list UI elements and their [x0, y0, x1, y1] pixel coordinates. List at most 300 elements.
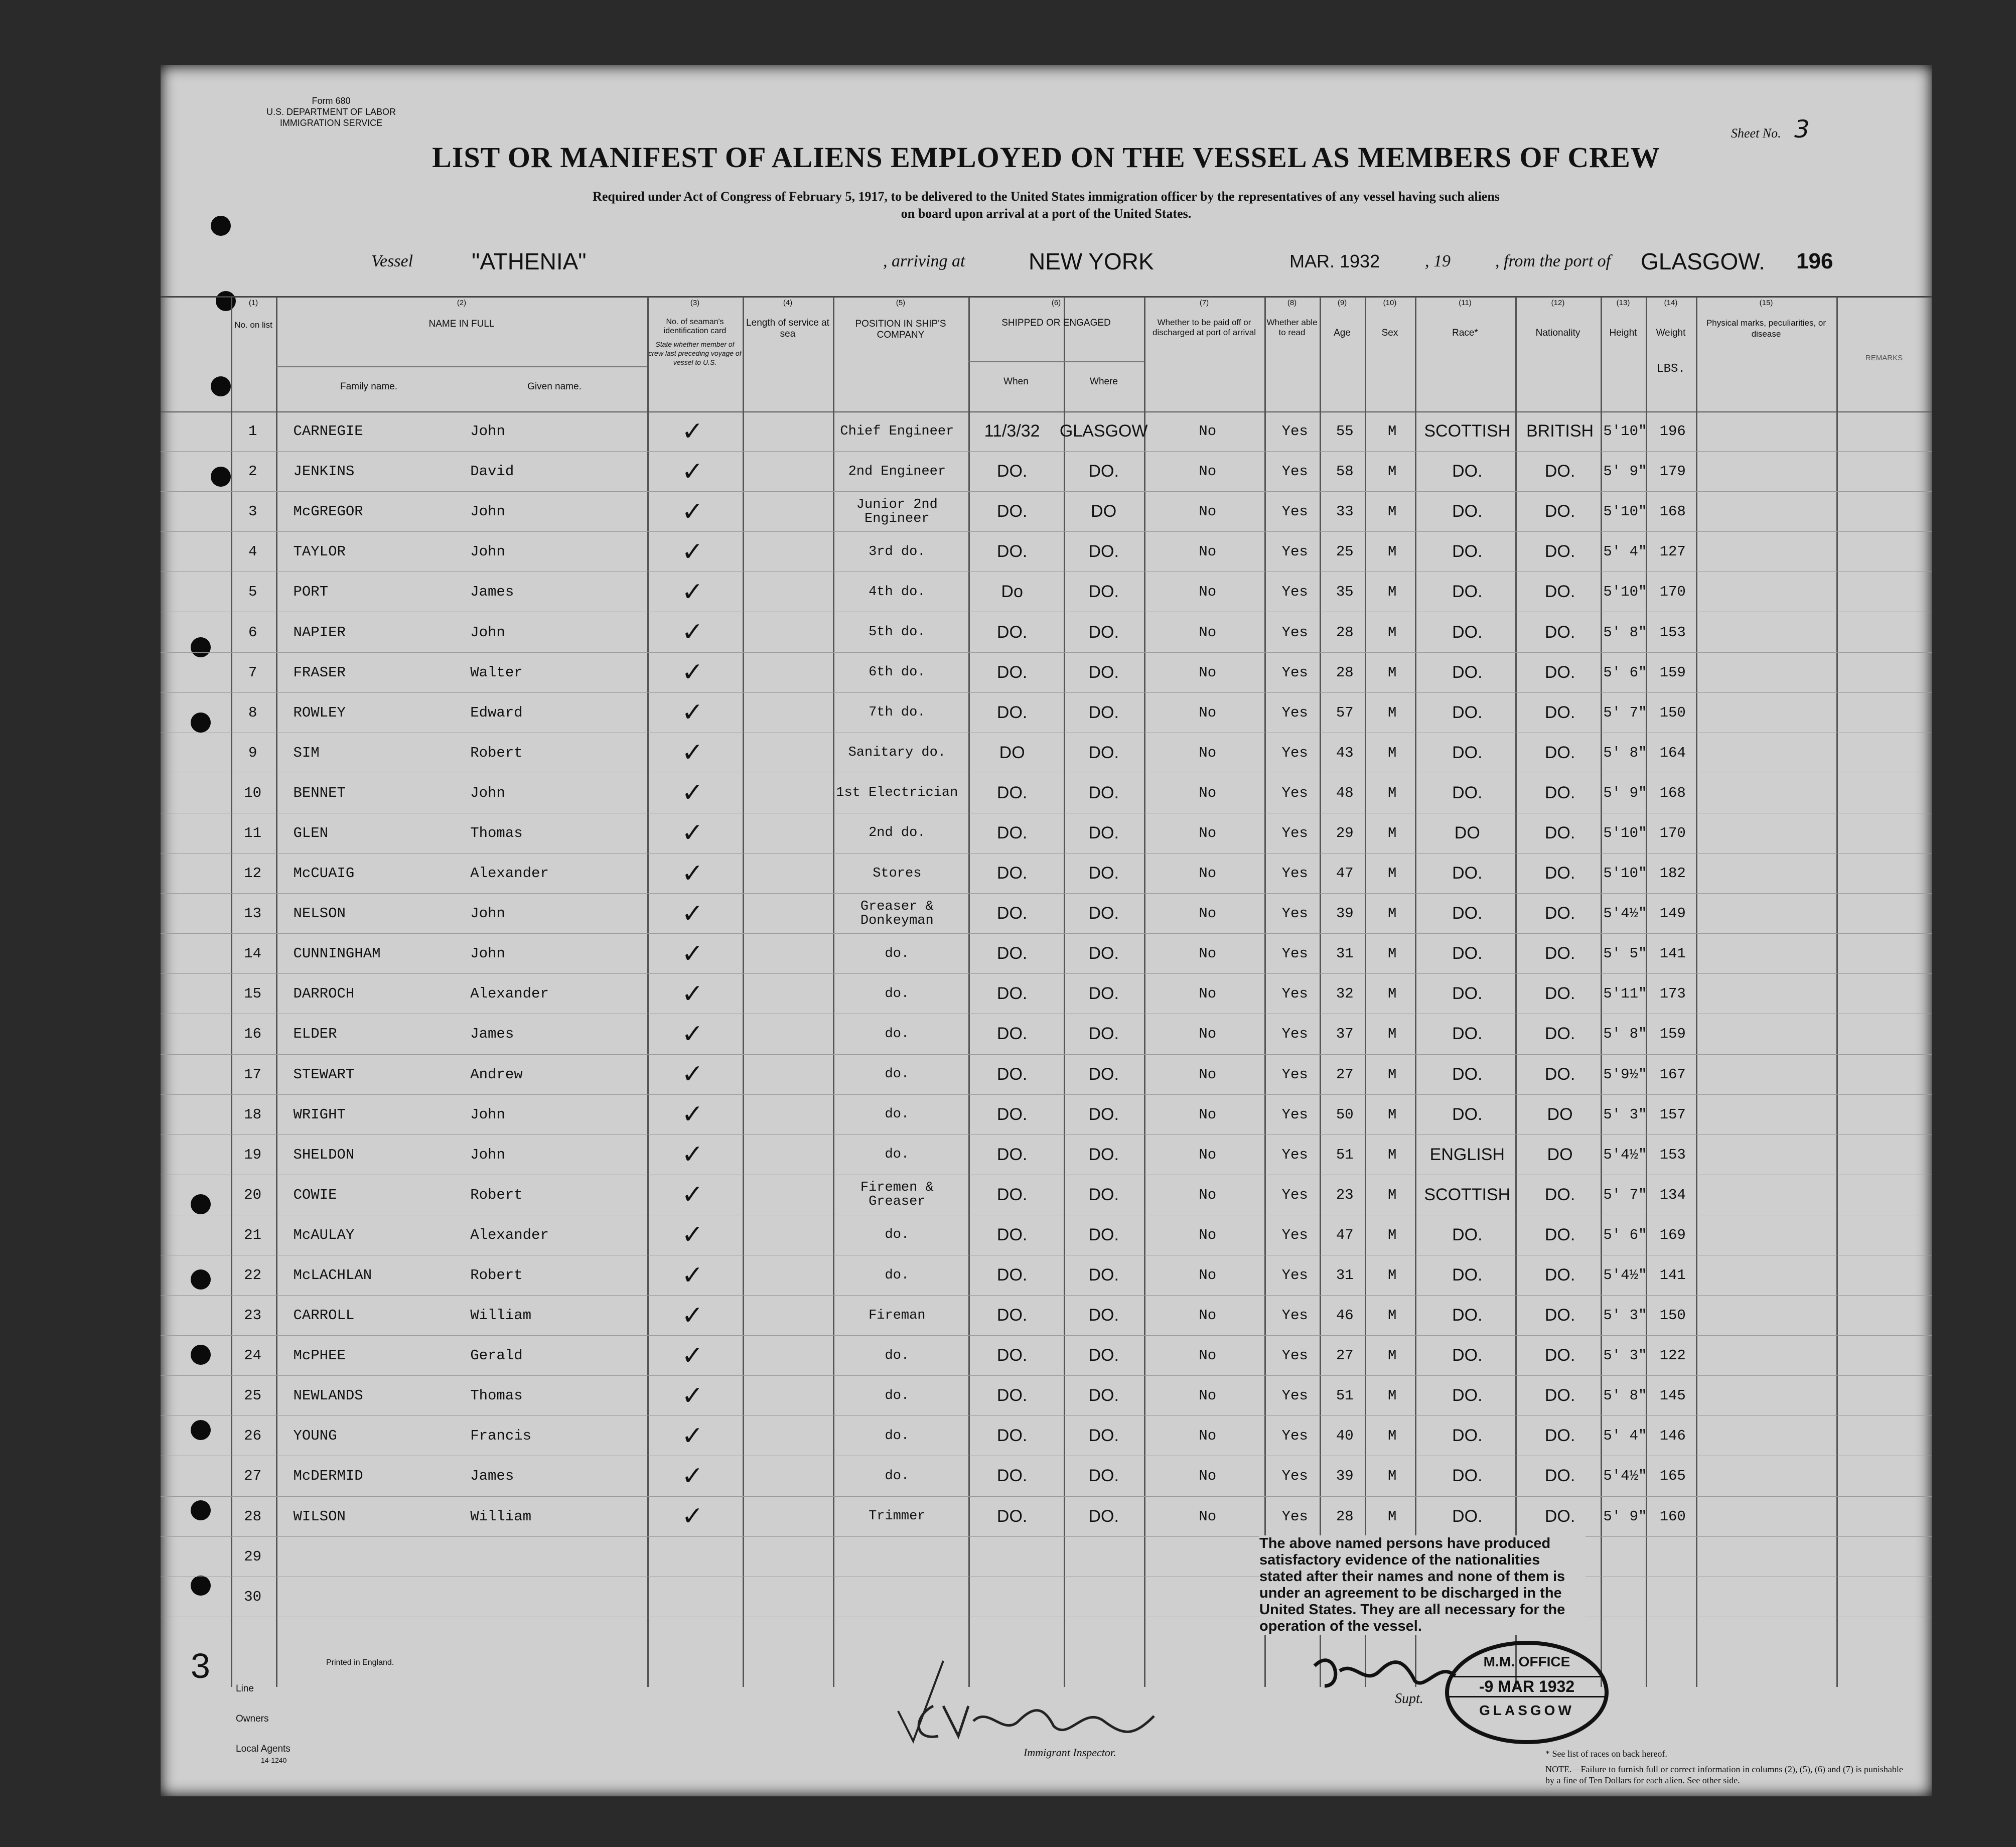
row-number: 19 [244, 1146, 262, 1163]
height: 5'11" [1603, 985, 1647, 1003]
able-read: Yes [1281, 1066, 1308, 1083]
punch-hole-icon [211, 376, 231, 396]
position: 2nd Engineer [848, 464, 946, 479]
given-name: Thomas [470, 824, 523, 841]
vessel-label: Vessel [371, 252, 413, 270]
shipped-when: DO. [996, 1506, 1028, 1526]
nationality: DO. [1544, 1185, 1575, 1204]
able-read-label: Whether able to read [1266, 318, 1318, 337]
col-3-heading [647, 299, 743, 367]
shipped-where: DO. [1088, 462, 1119, 481]
family-name [275, 1536, 460, 1577]
given-name: Robert [470, 744, 523, 761]
from-port-label: , from the port of [1495, 252, 1611, 270]
weight: 196 [1659, 423, 1686, 440]
physical-marks [1698, 1094, 1837, 1134]
table-row [161, 1336, 1932, 1376]
length-service [740, 1134, 830, 1175]
shipped-when: DO. [996, 1306, 1028, 1325]
margin-cell [161, 1134, 230, 1175]
family-name: ELDER [293, 1026, 337, 1043]
shipped-when: DO. [996, 542, 1028, 561]
able-read: Yes [1281, 1026, 1308, 1043]
col-9-heading [1320, 299, 1365, 339]
race: DO. [1452, 462, 1483, 481]
margin-cell [161, 773, 230, 813]
id-card-check: ✓ [681, 1220, 703, 1250]
sex-label: Sex [1381, 328, 1398, 338]
service-name: IMMIGRATION SERVICE [279, 118, 383, 128]
length-service [740, 854, 830, 894]
weight: 179 [1659, 463, 1686, 480]
height: 5'4½" [1603, 1267, 1647, 1284]
sex: M [1388, 1106, 1397, 1123]
paid-off: No [1199, 543, 1217, 560]
shipped-where: DO. [1088, 622, 1119, 642]
length-service [740, 1577, 830, 1617]
race: DO. [1452, 1306, 1483, 1325]
age: 46 [1336, 1307, 1354, 1324]
physical-marks [1698, 492, 1837, 532]
weight-label: Weight [1656, 328, 1686, 338]
table-row [161, 894, 1932, 934]
race: DO. [1452, 542, 1483, 561]
remarks [1837, 1577, 1932, 1617]
shipped-where: DO. [1088, 1185, 1119, 1204]
col-12-heading [1515, 299, 1601, 339]
race: DO. [1452, 1346, 1483, 1365]
nationality: DO [1547, 1104, 1573, 1124]
row-number: 6 [248, 624, 257, 641]
physical-marks [1698, 733, 1837, 773]
paid-off [1148, 1577, 1267, 1617]
family-name: McDERMID [293, 1468, 363, 1485]
height: 5' 8" [1603, 1026, 1647, 1043]
age: 29 [1336, 824, 1354, 841]
height: 5' 4" [1603, 1428, 1647, 1445]
table-row [161, 1536, 1932, 1577]
margin-cell [161, 894, 230, 934]
position: 2nd do. [869, 825, 926, 841]
height: 5' 7" [1603, 1186, 1647, 1203]
able-read: Yes [1281, 1267, 1308, 1284]
family-name: STEWART [293, 1066, 355, 1083]
row-number: 26 [244, 1428, 262, 1445]
col-11-heading [1415, 299, 1515, 339]
able-read: Yes [1281, 423, 1308, 440]
position: Trimmer [869, 1509, 926, 1524]
id-card-check: ✓ [681, 1099, 703, 1130]
given-name: Edward [470, 704, 523, 721]
position: do. [885, 1388, 910, 1403]
paid-off: No [1199, 1347, 1217, 1364]
shipped-when: DO. [996, 864, 1028, 883]
given-name: John [470, 905, 505, 922]
weight: 127 [1659, 543, 1686, 560]
position: 1st Electrician [836, 785, 958, 801]
race: DO. [1452, 582, 1483, 602]
margin-cell [161, 452, 230, 492]
age: 33 [1336, 503, 1354, 520]
remarks [1837, 572, 1932, 612]
paid-off: No [1199, 1146, 1217, 1163]
paid-off: No [1199, 985, 1217, 1003]
race: DO. [1452, 743, 1483, 762]
paid-off: No [1199, 865, 1217, 882]
nationality: DO [1547, 1145, 1573, 1164]
id-card-check [645, 1577, 740, 1617]
length-service [740, 572, 830, 612]
family-name: JENKINS [293, 463, 355, 480]
lbs-label: LBS. [1656, 362, 1685, 376]
table-row [161, 1094, 1932, 1134]
given-name: Gerald [470, 1347, 523, 1364]
family-name-label: Family name. [340, 381, 398, 392]
table-top-rule [161, 296, 1932, 298]
position: Stores [873, 866, 922, 881]
col-num: (11) [1459, 299, 1472, 307]
height: 5' 6" [1603, 1226, 1647, 1243]
id-card-check: ✓ [681, 818, 703, 848]
remarks [1837, 1014, 1932, 1054]
nationality: DO. [1544, 1506, 1575, 1526]
weight: 168 [1659, 503, 1686, 520]
id-card-check: ✓ [681, 617, 703, 648]
age: 23 [1336, 1186, 1354, 1203]
sex: M [1388, 1186, 1397, 1203]
length-service [740, 452, 830, 492]
nationality: DO. [1544, 662, 1575, 682]
shipped-where: DO. [1088, 944, 1119, 963]
row-number: 30 [244, 1588, 262, 1605]
margin-cell [161, 1456, 230, 1496]
margin-cell [161, 411, 230, 452]
shipped-where: DO. [1088, 1426, 1119, 1446]
row-number: 27 [244, 1468, 262, 1485]
race: DO. [1452, 1386, 1483, 1405]
position: 4th do. [869, 584, 926, 600]
paid-off: No [1199, 423, 1217, 440]
margin-cell [161, 572, 230, 612]
nationality-certification: The above named persons have produced satisfactory evidence of the nationalities stated after their names and none of them is under an agreement to be discharged in the United States. They are all necessary for the operation of the vessel. [1259, 1535, 1586, 1635]
department-name: U.S. DEPARTMENT OF LABOR [266, 107, 396, 117]
physical-marks [1698, 1014, 1837, 1054]
sheet-label: Sheet No. [1731, 126, 1781, 140]
col-num: (15) [1759, 299, 1773, 307]
family-name: McCUAIG [293, 865, 355, 882]
weight: 150 [1659, 1307, 1686, 1324]
weight: 160 [1659, 1508, 1686, 1525]
table-row [161, 1134, 1932, 1175]
id-card-check: ✓ [681, 738, 703, 768]
remarks [1837, 492, 1932, 532]
physical-marks [1698, 854, 1837, 894]
length-service [740, 813, 830, 853]
margin-cell [161, 692, 230, 733]
race-label: Race* [1452, 328, 1478, 338]
able-read: Yes [1281, 744, 1308, 761]
given-name: John [470, 945, 505, 962]
nationality: DO. [1544, 904, 1575, 923]
remarks [1837, 1215, 1932, 1255]
given-name: James [470, 584, 514, 601]
position: do. [885, 946, 910, 961]
sex: M [1388, 1508, 1397, 1525]
given-name: John [470, 543, 505, 560]
stamp-bottom-text: GLASGOW [1479, 1702, 1574, 1718]
id-card-check [645, 1536, 740, 1577]
col-num: (13) [1616, 299, 1630, 307]
paid-off: No [1199, 1106, 1217, 1123]
margin-cell [161, 1416, 230, 1456]
shipped-where: DO [1091, 502, 1117, 521]
able-read: Yes [1281, 1146, 1308, 1163]
table-row [161, 1215, 1932, 1255]
weight: 170 [1659, 584, 1686, 601]
nationality: DO. [1544, 743, 1575, 762]
nationality: DO. [1544, 864, 1575, 883]
given-name: James [470, 1468, 514, 1485]
given-name: Walter [470, 664, 523, 681]
arrival-port: NEW YORK [1029, 248, 1154, 274]
length-service [740, 1175, 830, 1215]
year-label: , 19 [1425, 252, 1451, 270]
age: 48 [1336, 784, 1354, 801]
length-service [740, 1094, 830, 1134]
shipped-when: DO. [996, 622, 1028, 642]
row-number: 4 [248, 543, 257, 560]
height: 5'4½" [1603, 1468, 1647, 1485]
shipped-where: DO. [1088, 1386, 1119, 1405]
col-2-heading [276, 299, 647, 330]
row-number: 15 [244, 985, 262, 1003]
position: 3rd do. [869, 544, 926, 559]
page-subtitle [311, 188, 1781, 222]
col-15-heading [1696, 299, 1836, 340]
nationality: DO. [1544, 1225, 1575, 1244]
remarks [1837, 974, 1932, 1014]
able-read: Yes [1281, 664, 1308, 681]
printed-in-england: Printed in England. [326, 1658, 394, 1667]
nationality: DO. [1544, 1265, 1575, 1285]
shipped-where: DO. [1088, 1346, 1119, 1365]
col-num: (7) [1199, 299, 1209, 307]
shipped-when: DO. [996, 1225, 1028, 1244]
shipped-when [964, 1536, 1059, 1577]
id-card-check: ✓ [681, 1420, 703, 1451]
paid-off-label: Whether to be paid off or discharged at port of arrival [1153, 318, 1256, 337]
weight: 169 [1659, 1226, 1686, 1243]
family-name: PORT [293, 584, 329, 601]
height: 5'10" [1603, 503, 1647, 520]
height [1603, 1536, 1648, 1577]
physical-marks [1698, 612, 1837, 652]
able-read: Yes [1281, 905, 1308, 922]
shipped-when: DO. [996, 662, 1028, 682]
id-card-check: ✓ [681, 1340, 703, 1371]
paid-off: No [1199, 824, 1217, 841]
age: 47 [1336, 1226, 1354, 1243]
age: 40 [1336, 1428, 1354, 1445]
length-service [740, 411, 830, 452]
family-name: DARROCH [293, 985, 355, 1003]
family-name: NAPIER [293, 624, 346, 641]
paid-off: No [1199, 784, 1217, 801]
weight: 182 [1659, 865, 1686, 882]
sex: M [1388, 503, 1397, 520]
shipped-where: DO. [1088, 783, 1119, 802]
race: DO. [1452, 1225, 1483, 1244]
position [829, 1536, 964, 1577]
height: 5'4½" [1603, 1146, 1647, 1163]
age: 39 [1336, 905, 1354, 922]
position: Greaser & Donkeyman [860, 899, 934, 928]
sex: M [1388, 824, 1397, 841]
shipped-where: DO. [1088, 1506, 1119, 1526]
shipped-when: DO. [996, 1145, 1028, 1164]
able-read: Yes [1281, 784, 1308, 801]
id-card-check: ✓ [681, 496, 703, 527]
family-name [275, 1577, 460, 1617]
paid-off: No [1199, 1428, 1217, 1445]
margin-cell [161, 1215, 230, 1255]
shipped-where: DO. [1088, 1225, 1119, 1244]
paid-off: No [1199, 1508, 1217, 1525]
able-read: Yes [1281, 945, 1308, 962]
inspector-label: Immigrant Inspector. [1024, 1746, 1116, 1759]
table-row [161, 934, 1932, 974]
paid-off [1148, 1536, 1267, 1577]
paid-off: No [1199, 503, 1217, 520]
no-on-list-label: No. on list [234, 320, 272, 330]
length-service [740, 1496, 830, 1536]
nationality: DO. [1544, 542, 1575, 561]
shipped-when: DO. [996, 1466, 1028, 1486]
position: Sanitary do. [848, 745, 946, 761]
physical-marks [1698, 1296, 1837, 1336]
margin-cell [161, 1577, 230, 1617]
id-card-check: ✓ [681, 1180, 703, 1210]
weight: 157 [1659, 1106, 1686, 1123]
remarks [1837, 1376, 1932, 1416]
able-read: Yes [1281, 584, 1308, 601]
remarks [1837, 773, 1932, 813]
position: do. [885, 1468, 910, 1484]
given-name: Thomas [470, 1387, 523, 1404]
weight: 146 [1659, 1428, 1686, 1445]
col-num: (4) [783, 299, 793, 307]
height: 5' 8" [1603, 1387, 1647, 1404]
position: 6th do. [869, 665, 926, 680]
physical-marks [1698, 1134, 1837, 1175]
row-number: 3 [248, 503, 257, 520]
paid-off: No [1199, 744, 1217, 761]
sex: M [1388, 1267, 1397, 1284]
margin-cell [161, 1336, 230, 1376]
physical-marks [1698, 1376, 1837, 1416]
col-num: (1) [248, 299, 258, 307]
length-service [740, 1536, 830, 1577]
table-row [161, 733, 1932, 773]
shipped-when: DO. [996, 502, 1028, 521]
page-number: 196 [1796, 249, 1833, 273]
id-card-check: ✓ [681, 1059, 703, 1090]
age: 37 [1336, 1026, 1354, 1043]
family-name: GLEN [293, 824, 329, 841]
row-number: 28 [244, 1508, 262, 1525]
remarks [1837, 1175, 1932, 1215]
id-card-check: ✓ [681, 978, 703, 1009]
remarks [1837, 532, 1932, 572]
able-read: Yes [1281, 1186, 1308, 1203]
remarks [1837, 692, 1932, 733]
row-number: 25 [244, 1387, 262, 1404]
age: 28 [1336, 624, 1354, 641]
length-service [740, 1376, 830, 1416]
given-name: David [470, 463, 514, 480]
height-label: Height [1609, 328, 1637, 338]
nationality: DO. [1544, 502, 1575, 521]
family-name: McAULAY [293, 1226, 355, 1243]
race: SCOTTISH [1424, 421, 1511, 441]
height: 5' 9" [1603, 784, 1647, 801]
nationality: BRITISH [1526, 421, 1594, 441]
sheet-number [1731, 115, 1810, 144]
height: 5'10" [1603, 824, 1647, 841]
sex: M [1388, 784, 1397, 801]
subtitle-line-1: Required under Act of Congress of February 5, 1917, to be delivered to the United States immigration officer by the representatives of any vessel having such aliens [593, 189, 1500, 204]
table-row [161, 854, 1932, 894]
position-label: POSITION IN SHIP'S COMPANY [855, 319, 946, 340]
age: 50 [1336, 1106, 1354, 1123]
shipped-where: DO. [1088, 1265, 1119, 1285]
weight: 159 [1659, 664, 1686, 681]
sex: M [1388, 1428, 1397, 1445]
shipped-when: DO. [996, 1064, 1028, 1084]
able-read: Yes [1281, 824, 1308, 841]
table-row [161, 1175, 1932, 1215]
shipped-where: DO. [1088, 984, 1119, 1004]
physical-marks [1698, 773, 1837, 813]
able-read: Yes [1281, 543, 1308, 560]
margin-cell [161, 1296, 230, 1336]
position: do. [885, 986, 910, 1002]
col-4-heading [743, 299, 833, 340]
shipped-when: DO. [996, 1265, 1028, 1285]
sex: M [1388, 423, 1397, 440]
family-name: WRIGHT [293, 1106, 346, 1123]
shipped-where: DO. [1088, 1466, 1119, 1486]
sex: M [1388, 1468, 1397, 1485]
remarks [1837, 1094, 1932, 1134]
able-read: Yes [1281, 704, 1308, 721]
age: 55 [1336, 423, 1354, 440]
table-row [161, 1255, 1932, 1295]
arriving-label: , arriving at [883, 252, 965, 270]
arrival-date: MAR. 1932 [1289, 251, 1380, 271]
given-name: John [470, 1146, 505, 1163]
physical-marks [1698, 411, 1837, 452]
nationality-label: Nationality [1535, 328, 1580, 338]
race: DO. [1452, 904, 1483, 923]
row-number: 23 [244, 1307, 262, 1324]
row-number: 13 [244, 905, 262, 922]
col-num: (12) [1551, 299, 1565, 307]
margin-cell [161, 1054, 230, 1094]
physical-marks [1698, 1215, 1837, 1255]
age: 31 [1336, 1267, 1354, 1284]
col-num: (2) [457, 299, 467, 307]
